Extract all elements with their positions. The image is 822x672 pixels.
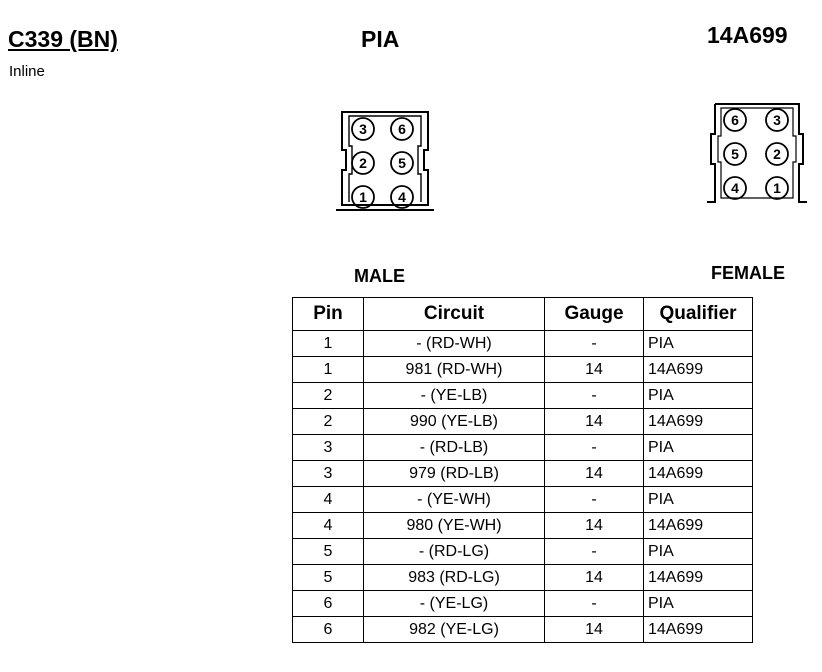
table-row [293,565,753,591]
cell-gauge: 14 [545,565,644,591]
female-pin-2-label: 2 [773,146,781,162]
table-row [293,617,753,643]
cell-gauge: - [545,435,644,461]
connector-id: C339 (BN) [8,26,118,52]
connector-type: Inline [9,63,45,80]
cell-qualifier: 14A699 [644,461,753,487]
male-connector-diagram [334,110,438,216]
cell-qualifier: PIA [644,435,753,461]
cell-circuit: 981 (RD-WH) [364,357,545,383]
male-pin-3-label: 3 [359,121,367,137]
cell-qualifier: PIA [644,331,753,357]
table-row [293,461,753,487]
female-connector-outline [707,104,807,202]
male-pin-5-label: 5 [398,155,406,171]
cell-pin: 1 [293,357,364,383]
female-pin-6-label: 6 [731,112,739,128]
cell-pin: 6 [293,617,364,643]
cell-pin: 3 [293,435,364,461]
right-side-header: 14A699 [707,22,788,48]
table-row [293,331,753,357]
pin-table [292,297,753,643]
table-header-row [293,298,753,331]
female-connector-diagram [705,102,809,206]
cell-gauge: 14 [545,461,644,487]
female-pin-5-label: 5 [731,146,739,162]
cell-qualifier: 14A699 [644,357,753,383]
cell-pin: 5 [293,539,364,565]
cell-circuit: 983 (RD-LG) [364,565,545,591]
cell-pin: 4 [293,487,364,513]
female-pin-4-label: 4 [731,180,739,196]
cell-circuit: 982 (YE-LG) [364,617,545,643]
cell-circuit: 990 (YE-LB) [364,409,545,435]
cell-pin: 6 [293,591,364,617]
cell-circuit: - (RD-LG) [364,539,545,565]
table-row [293,513,753,539]
table-row [293,591,753,617]
female-label: FEMALE [711,263,785,283]
cell-gauge: - [545,331,644,357]
female-connector-inner-outline [718,108,796,198]
table-row [293,357,753,383]
male-pin-6-label: 6 [398,121,406,137]
cell-qualifier: PIA [644,539,753,565]
col-header-pin: Pin [293,298,364,331]
table-row [293,487,753,513]
male-pin-4-label: 4 [398,189,406,205]
table-row [293,539,753,565]
cell-gauge: - [545,539,644,565]
cell-circuit: - (YE-LB) [364,383,545,409]
male-connector-outline [342,112,428,205]
cell-qualifier: PIA [644,487,753,513]
col-header-circuit: Circuit [364,298,545,331]
cell-gauge: 14 [545,513,644,539]
col-header-gauge: Gauge [545,298,644,331]
female-pin-1-label: 1 [773,180,781,196]
table-row [293,409,753,435]
cell-gauge: - [545,591,644,617]
cell-pin: 4 [293,513,364,539]
male-pin-1-label: 1 [359,189,367,205]
cell-circuit: - (YE-LG) [364,591,545,617]
cell-gauge: - [545,487,644,513]
cell-gauge: 14 [545,409,644,435]
cell-pin: 5 [293,565,364,591]
cell-circuit: 979 (RD-LB) [364,461,545,487]
cell-qualifier: PIA [644,591,753,617]
col-header-qualifier: Qualifier [644,298,753,331]
female-pin-3-label: 3 [773,112,781,128]
male-pin-2-label: 2 [359,155,367,171]
cell-gauge: 14 [545,617,644,643]
table-row [293,435,753,461]
left-side-header: PIA [361,26,400,52]
table-row [293,383,753,409]
cell-circuit: 980 (YE-WH) [364,513,545,539]
cell-pin: 2 [293,383,364,409]
cell-qualifier: 14A699 [644,565,753,591]
cell-qualifier: 14A699 [644,409,753,435]
cell-circuit: - (RD-WH) [364,331,545,357]
cell-circuit: - (RD-LB) [364,435,545,461]
male-label: MALE [354,266,405,286]
cell-qualifier: 14A699 [644,617,753,643]
cell-pin: 2 [293,409,364,435]
cell-qualifier: PIA [644,383,753,409]
cell-pin: 1 [293,331,364,357]
cell-gauge: 14 [545,357,644,383]
cell-qualifier: 14A699 [644,513,753,539]
cell-gauge: - [545,383,644,409]
cell-pin: 3 [293,461,364,487]
cell-circuit: - (YE-WH) [364,487,545,513]
